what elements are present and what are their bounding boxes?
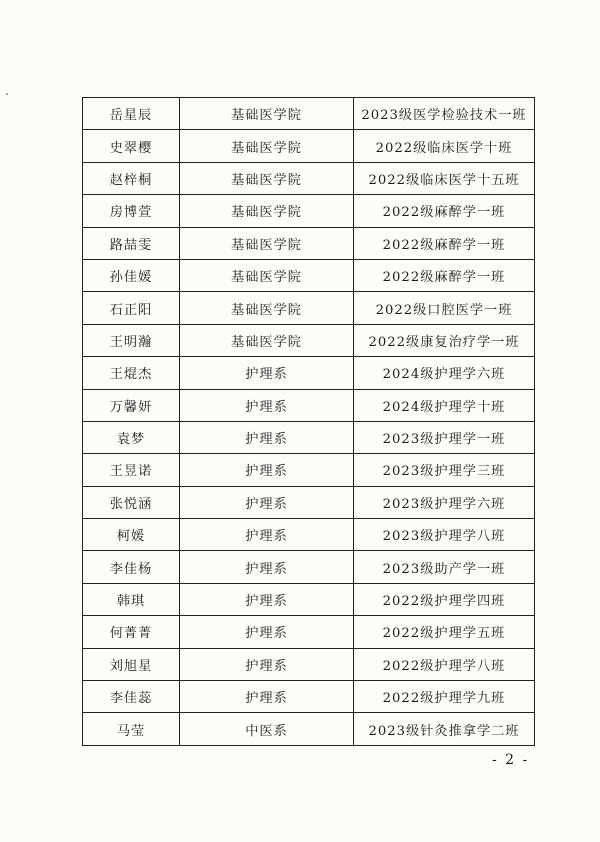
class-cell: 2023级医学检验技术一班 xyxy=(354,98,535,130)
department-cell: 中医系 xyxy=(180,713,354,745)
table-row xyxy=(83,454,535,486)
student-name-cell: 张悦涵 xyxy=(83,486,180,518)
student-name-cell: 李佳杨 xyxy=(83,551,180,583)
class-cell: 2022级麻醉学一班 xyxy=(354,259,535,291)
class-cell: 2022级临床医学十班 xyxy=(354,130,535,162)
student-name-cell: 柯媛 xyxy=(83,519,180,551)
table-row xyxy=(83,324,535,356)
class-cell: 2023级护理学一班 xyxy=(354,421,535,453)
department-cell: 护理系 xyxy=(180,421,354,453)
class-cell: 2023级护理学三班 xyxy=(354,454,535,486)
table-row xyxy=(83,98,535,130)
student-name-cell: 房博萱 xyxy=(83,195,180,227)
class-cell: 2022级口腔医学一班 xyxy=(354,292,535,324)
student-table xyxy=(82,97,535,746)
department-cell: 基础医学院 xyxy=(180,98,354,130)
student-name-cell: 刘旭星 xyxy=(83,648,180,680)
student-name-cell: 史翠樱 xyxy=(83,130,180,162)
department-cell: 护理系 xyxy=(180,681,354,713)
class-cell: 2022级护理学四班 xyxy=(354,583,535,615)
table-row xyxy=(83,389,535,421)
class-cell: 2022级康复治疗学一班 xyxy=(354,324,535,356)
table-row xyxy=(83,616,535,648)
class-cell: 2024级护理学十班 xyxy=(354,389,535,421)
table-row xyxy=(83,583,535,615)
table-row xyxy=(83,421,535,453)
student-name-cell: 何菁菁 xyxy=(83,616,180,648)
department-cell: 护理系 xyxy=(180,454,354,486)
department-cell: 基础医学院 xyxy=(180,195,354,227)
student-name-cell: 韩琪 xyxy=(83,583,180,615)
student-name-cell: 袁梦 xyxy=(83,421,180,453)
student-name-cell: 岳星辰 xyxy=(83,98,180,130)
department-cell: 护理系 xyxy=(180,519,354,551)
department-cell: 基础医学院 xyxy=(180,324,354,356)
table-row xyxy=(83,162,535,194)
class-cell: 2023级针灸推拿学二班 xyxy=(354,713,535,745)
department-cell: 基础医学院 xyxy=(180,162,354,194)
class-cell: 2024级护理学六班 xyxy=(354,357,535,389)
department-cell: 基础医学院 xyxy=(180,259,354,291)
student-name-cell: 马莹 xyxy=(83,713,180,745)
department-cell: 护理系 xyxy=(180,389,354,421)
department-cell: 基础医学院 xyxy=(180,130,354,162)
table-row xyxy=(83,259,535,291)
student-name-cell: 路喆雯 xyxy=(83,227,180,259)
department-cell: 护理系 xyxy=(180,616,354,648)
table-row xyxy=(83,681,535,713)
student-name-cell: 万馨妍 xyxy=(83,389,180,421)
table-row xyxy=(83,713,535,745)
table-row xyxy=(83,130,535,162)
table-row xyxy=(83,292,535,324)
class-cell: 2023级护理学六班 xyxy=(354,486,535,518)
department-cell: 护理系 xyxy=(180,648,354,680)
department-cell: 护理系 xyxy=(180,357,354,389)
table-row xyxy=(83,227,535,259)
class-cell: 2023级助产学一班 xyxy=(354,551,535,583)
department-cell: 护理系 xyxy=(180,486,354,518)
table-row xyxy=(83,357,535,389)
department-cell: 基础医学院 xyxy=(180,227,354,259)
student-name-cell: 王昱诺 xyxy=(83,454,180,486)
table-row xyxy=(83,195,535,227)
class-cell: 2022级护理学九班 xyxy=(354,681,535,713)
class-cell: 2022级麻醉学一班 xyxy=(354,195,535,227)
class-cell: 2022级麻醉学一班 xyxy=(354,227,535,259)
scan-speck xyxy=(6,93,8,95)
student-table-body xyxy=(83,98,535,746)
table-row xyxy=(83,486,535,518)
class-cell: 2022级护理学八班 xyxy=(354,648,535,680)
department-cell: 基础医学院 xyxy=(180,292,354,324)
student-name-cell: 王明瀚 xyxy=(83,324,180,356)
page-number: - 2 - xyxy=(492,752,530,768)
table-row xyxy=(83,551,535,583)
student-name-cell: 孙佳媛 xyxy=(83,259,180,291)
class-cell: 2022级临床医学十五班 xyxy=(354,162,535,194)
department-cell: 护理系 xyxy=(180,551,354,583)
student-name-cell: 王焜杰 xyxy=(83,357,180,389)
student-name-cell: 赵梓桐 xyxy=(83,162,180,194)
department-cell: 护理系 xyxy=(180,583,354,615)
table-row xyxy=(83,519,535,551)
table-row xyxy=(83,648,535,680)
student-name-cell: 李佳蕊 xyxy=(83,681,180,713)
student-name-cell: 石正阳 xyxy=(83,292,180,324)
class-cell: 2022级护理学五班 xyxy=(354,616,535,648)
class-cell: 2023级护理学八班 xyxy=(354,519,535,551)
